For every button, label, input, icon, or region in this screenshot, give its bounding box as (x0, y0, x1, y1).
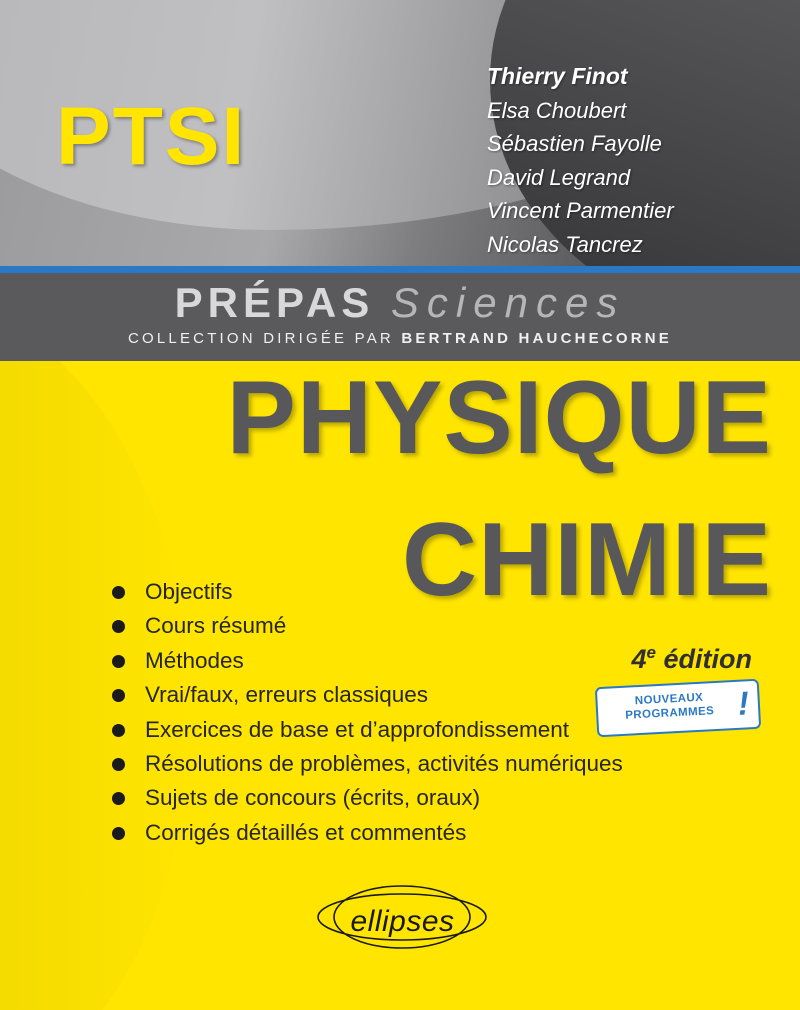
bullet-icon (112, 655, 125, 668)
list-item (112, 747, 623, 781)
bullet-icon (112, 689, 125, 702)
author-name: Vincent Parmentier (487, 198, 674, 223)
collection-director-prefix: COLLECTION DIRIGÉE PAR (127, 330, 394, 347)
list-item-label: Exercices de base et d’approfondissement (145, 716, 569, 742)
cover-body-panel (0, 361, 800, 1010)
author-name: David Legrand (487, 164, 631, 190)
bullet-icon (112, 758, 125, 771)
edition-suffix: e (646, 643, 656, 662)
feature-list (112, 575, 623, 850)
list-item-label: Corrigés détaillés et commentés (145, 819, 467, 845)
list-item-label: Méthodes (145, 647, 244, 673)
author-name: Sébastien Fayolle (487, 131, 662, 156)
bullet-icon (112, 792, 125, 805)
list-item-label: Cours résumé (145, 613, 287, 639)
list-item (112, 781, 623, 815)
author-name: Elsa Choubert (487, 97, 627, 123)
list-item-label: Sujets de concours (écrits, oraux) (145, 785, 481, 811)
bullet-icon (112, 586, 125, 599)
collection-title-sciences: Sciences (390, 279, 626, 326)
list-item (112, 816, 623, 850)
collection-title (0, 279, 800, 327)
bullet-icon (112, 724, 125, 737)
publisher-name: ellipses (350, 905, 455, 938)
list-item-label: Résolutions de problèmes, activités numériques (145, 751, 623, 777)
author-list (487, 60, 674, 261)
list-item-label: Vrai/faux, erreurs classiques (145, 682, 429, 708)
collection-director-name: BERTRAND HAUCHECORNE (401, 330, 673, 347)
exclamation-icon: ! (736, 684, 750, 722)
edition-label (631, 643, 752, 675)
bullet-icon (112, 620, 125, 633)
book-title-line-1: PHYSIQUE (226, 361, 772, 476)
author-name: Thierry Finot (487, 63, 628, 89)
list-item-label: Objectifs (145, 579, 233, 604)
list-item (112, 678, 623, 712)
list-item (112, 575, 623, 609)
list-item (112, 644, 623, 678)
status-badge-line-1: NOUVEAUX (634, 691, 704, 708)
accent-rule (0, 266, 800, 273)
publisher-logo (310, 881, 495, 953)
collection-director-line (0, 330, 800, 347)
list-item (112, 609, 623, 643)
book-title-line-2: CHIMIE (402, 502, 772, 618)
level-label: PTSI (56, 91, 247, 182)
status-badge-line-2: PROGRAMMES (625, 705, 715, 722)
status-badge-text (606, 689, 732, 724)
bullet-icon (112, 827, 125, 840)
edition-word: édition (663, 644, 752, 674)
list-item (112, 713, 623, 747)
author-name: Nicolas Tancrez (487, 231, 643, 257)
collection-title-prepas: PRÉPAS (174, 279, 375, 326)
collection-banner (0, 273, 800, 361)
edition-number: 4 (631, 644, 647, 674)
